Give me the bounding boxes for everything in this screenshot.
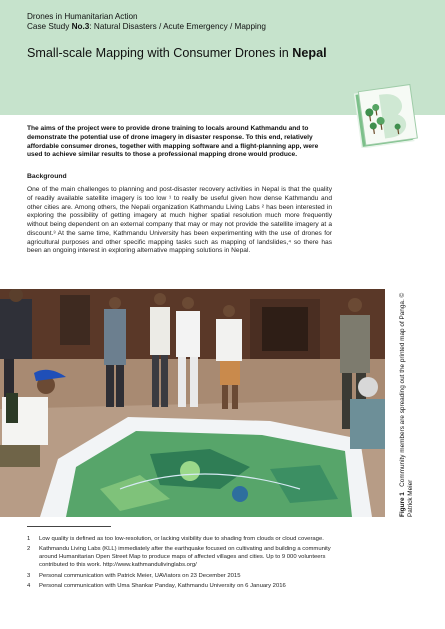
- page-title: [27, 46, 327, 60]
- footnote-item: [27, 546, 347, 570]
- footnote-text: Personal communication with Uma Shankar Panday, Kathmandu University on 6 January 2016: [39, 583, 286, 590]
- footnote-item: [27, 573, 347, 581]
- figure-caption: [385, 289, 413, 517]
- figure-caption-text: [399, 289, 416, 517]
- footnote-text: Low quality is defined as too low-resolution, or lacking visibility due to shading from clouds or cloud coverage.: [39, 536, 324, 542]
- background-text: One of the main challenges to planning and post-disaster recovery activities in Nepal is that the quality of readily available satellite imagery is too low ¹ to really be useful given how dense Kathmandu and other cities are. Among others, the Nepali organization Kathmandu Living Labs ² has been interested in exploring the possibility of getting imagery at much higher spatial resolution much more frequently without being dependent on an external company that may or may not provide the satellite imagery at a discount.³ At the same time, Kathmandu University has been experimenting with the use of drones for agricultural purposes and other specific mapping tasks such as mapping of landslides,⁴ so there has been an ongoing interest in exploring alternative mapping solutions in Nepal.: [27, 186, 332, 255]
- footnote-number: 2: [27, 546, 31, 553]
- footnote-item: [27, 536, 347, 544]
- footnote-text: Kathmandu Living Labs (KLL) immediately after the earthquake focused on cultivating and building a community around Humanitarian Open Street Map to produce maps of affected villages and cities. Up to 9 000 volunteers contributed to this work. http://www.kathmandulivinglabs.org/: [39, 546, 331, 569]
- intro-summary: The aims of the project were to provide drone training to locals around Kathmandu and to demonstrate the potential use of drone imagery in disaster response. To this end, relatively affordable consumer drones, together with mapping software and a flight-planning app, were used to achieve similar results to those a professional mapping drone would produce.: [27, 125, 319, 159]
- case-prefix: Case Study: [27, 22, 72, 31]
- footnote-number: 3: [27, 572, 31, 579]
- title-main: Small-scale Mapping with Consumer Drones in: [27, 46, 293, 60]
- figure-label: Figure 1: [399, 492, 406, 517]
- title-country: Nepal: [292, 46, 327, 60]
- footnotes: [27, 536, 347, 593]
- footnote-divider: [27, 526, 111, 527]
- case-number: No.3: [71, 22, 90, 31]
- footnote-text: Personal communication with Patrick Meier, UAViators on 23 December 2015: [39, 572, 241, 579]
- footnote-number: 4: [27, 583, 31, 590]
- section-heading-background: Background: [27, 173, 67, 180]
- publication-cover-image: [352, 84, 422, 148]
- footnote-item: [27, 583, 347, 591]
- figure-photo: [0, 289, 385, 517]
- figure-caption-body: Community members are spreading out the printed map of Panga. © Patrick Meier: [399, 292, 415, 517]
- case-study-line: [27, 22, 266, 31]
- footnote-number: 1: [27, 536, 31, 542]
- background-paragraph: [27, 186, 332, 256]
- series-title: Drones in Humanitarian Action: [27, 12, 138, 21]
- case-topic: : Natural Disasters / Acute Emergency / Mapping: [89, 22, 266, 31]
